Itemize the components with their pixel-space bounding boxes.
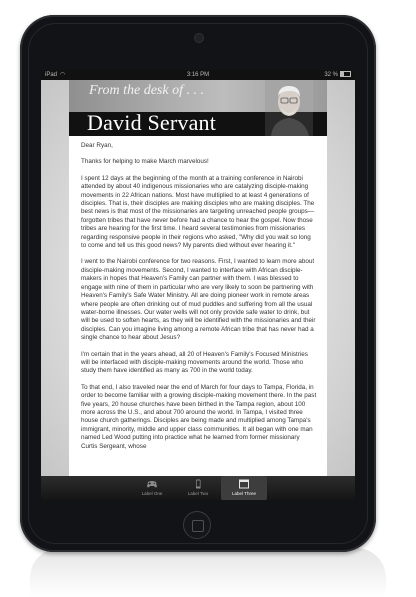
tab-label: Label One: [141, 491, 163, 496]
tab-label: Label Three: [232, 491, 256, 496]
letter-page[interactable]: [69, 80, 327, 476]
letter-paragraph: To that end, I also traveled near the end of March for four days to Tampa, Florida, in order to become familiar with a growing disciple-making movement there. In the past five years, 20 house churches have been birthed in the Tampa region, about 100 more across the U.S., and about 700 around the world. In Tampa, I visited three house church gatherings. Disciples are being made and multiplied among Tampa's immigrant, minority, middle and upper class communities. It all began with one man named Led Wood putting into practice what he learned from former missionary Curtis Sergeant, whose: [81, 383, 317, 450]
phone-icon: [192, 479, 204, 489]
banner-name: David Servant: [87, 110, 217, 135]
content-area: [41, 80, 355, 476]
letter-paragraph: I went to the Nairobi conference for two reasons. First, I wanted to learn more about disciple-making movements. Second, I wanted to interface with African disciple-makers in hopes that Heaven's Family can partner with them. I was blessed to engage with nine of them in particular who are very likely to soon be partnering with Heaven's Family's Safe Water Ministry. All are doing pioneer work in remote areas where people are often drinking out of mud puddles and suffering from all the usual water-borne illnesses. Our water wells will not only provide safe water to drink, but will be used to soften hearts, as they will be identified with the missionaries and their disciples. Can you imagine living among a remote African tribe that has never had a single chance to hear about Jesus?: [81, 258, 316, 342]
tab-bar: [41, 476, 355, 500]
letter-body: [81, 142, 317, 459]
banner: [69, 80, 327, 136]
device-reflection: [30, 548, 386, 597]
status-time: 3:16 PM: [186, 72, 210, 78]
gamepad-icon: [146, 479, 158, 489]
letter-paragraph: I'm certain that in the years ahead, all 20 of Heaven's Family's Focused Ministries will be interfaced with disciple-making movements around the world. Those who study them have identified as many as 700 in the world today.: [81, 350, 308, 375]
battery-icon: [340, 71, 351, 77]
home-button[interactable]: [183, 511, 211, 539]
banner-tagline: From the desk of . . .: [89, 83, 204, 98]
screen: [41, 70, 355, 500]
tab-label: Label Two: [187, 491, 209, 496]
banner-stripe: [69, 112, 327, 136]
status-carrier: iPad ◠: [45, 72, 66, 78]
letter-paragraph: Thanks for helping to make March marvelous!: [81, 158, 209, 166]
letter-greeting: Dear Ryan,: [81, 142, 113, 149]
ipad-device: [20, 15, 376, 552]
tab-label-three[interactable]: [221, 476, 267, 500]
tab-label-two[interactable]: [175, 476, 221, 500]
status-battery: 32 %: [324, 70, 351, 80]
tab-label-one[interactable]: [129, 476, 175, 500]
window-icon: [238, 479, 250, 489]
letter-paragraph: I spent 12 days at the beginning of the month at a training conference in Nairobi attended by about 40 indigenous missionaries who are catalyzing disciple-making movements in 22 African nations. Most have multiplied to at least 4 generations of disciples. That is, their disciples are making disciples who are making disciples. The best news is that most of the missionaries are targeting unreached people groups—forgotten tribes that have never before had a chance to hear the gospel. Now those tribes are hearing for the first time. I heard several testimonies from missionaries regarding responsive people in their regions who asked, "Why did you wait so long to come and tell us this good news? My parents died without ever hearing it.": [81, 174, 315, 250]
status-bar: [41, 70, 355, 80]
camera-icon: [194, 33, 204, 43]
wifi-icon: ◠: [60, 72, 66, 78]
author-portrait: [265, 80, 313, 136]
